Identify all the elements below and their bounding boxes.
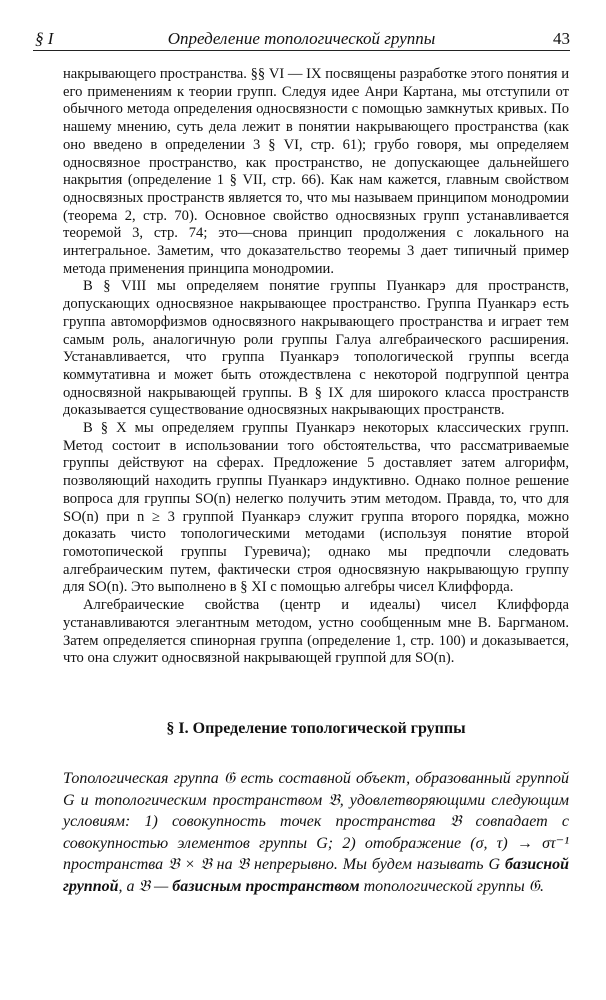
definition-term-base-space: базисным пространством — [172, 877, 360, 895]
definition-part-1: Топологическая группа 𝔊 есть составной объект, образованный группой G и топологическим пространством 𝔅, удовлетворяющими следующим условиям: 1) совокупность точек пространства 𝔅 совпадает с совокупностью элементов группы G; 2) отображение (σ, τ) → στ⁻¹ пространства 𝔅 × 𝔅 на 𝔅 непрерывно. Мы будем называть G — [63, 770, 569, 873]
paragraph-1: накрывающего пространства. §§ VI — IX посвящены разработке этого понятия и его применениям к теории групп. Следуя идее Анри Картана, мы отступили от обычного метода определения односвязности с помощью замкнутых кривых. По нашему мнению, суть дела лежит в понятии накрывающего пространства (как оно введено в определении 3 § VI, стр. 61); грубо говоря, мы определяем односвязное пространство, как пространство, не допускающее дальнейшего накрытия (определение 1 § VII, стр. 66). Как нам кажется, главным свойством односвязных пространств является то, что мы называем принципом монодромии (теорема 2, стр. 70). Основное свойство односвязных групп устанавливается теоремой 3, стр. 74; это—снова принцип продолжения с локального на интегральное. Заметим, что доказательство теоремы 3 дает типичный пример метода применения принципа монодромии. — [63, 66, 569, 277]
introduction-text — [63, 66, 569, 668]
header-title: Определение топологической группы — [167, 29, 436, 48]
header-section: § I — [35, 29, 54, 48]
section-title: § I. Определение топологической группы — [166, 720, 466, 737]
definition-paragraph — [63, 768, 569, 897]
paragraph-3: В § X мы определяем группы Пуанкарэ некоторых классических групп. Метод состоит в использовании того обстоятельства, что рассматриваемые группы действуют на сферах. Предложение 5 доставляет затем алгорифм, позволяющий находить группы Пуанкарэ индуктивно. Однако полное решение вопроса для группы SO(n) нелегко получить этим методом. Правда, то, что для SO(n) при n ≥ 3 группой Пуанкарэ служит группа второго порядка, можно доказать чисто топологическими методами (используя понятие второй гомотопической группы Гуревича); однако мы предпочли следовать алгебраическим путем, фактически строя односвязную накрывающую группу для SO(n). Это выполнено в § XI с помощью алгебры чисел Клиффорда. — [63, 420, 569, 596]
definition-part-2: , а 𝔅 — — [118, 877, 173, 895]
running-header — [33, 24, 570, 51]
definition-term-base-group: базисной группой — [63, 856, 569, 895]
paragraph-4: Алгебраические свойства (центр и идеалы) чисел Клиффорда устанавливаются элегантным методом, устно сообщенным мне В. Баргманом. Затем определяется спинорная группа (определение 1, стр. 100) и доказывается, что она служит односвязной накрывающей группой для SO(n). — [63, 597, 569, 667]
definition-part-3: топологической группы 𝔊. — [359, 877, 545, 895]
page-number: 43 — [553, 29, 570, 48]
paragraph-2: В § VIII мы определяем понятие группы Пуанкарэ для пространств, допускающих односвязное накрывающее пространство. Группа Пуанкарэ есть группа автоморфизмов односвязного накрывающего пространства и играет тем самым роль, аналогичную роли группы Галуа алгебраического расширения. Устанавливается, что группа Пуанкарэ топологической группы всегда коммутативна и может быть отождествлена с некоторой подгруппой центра односвязной накрывающей группы. В § IX для широкого класса пространств доказывается существование односвязных накрывающих пространств. — [63, 278, 569, 419]
